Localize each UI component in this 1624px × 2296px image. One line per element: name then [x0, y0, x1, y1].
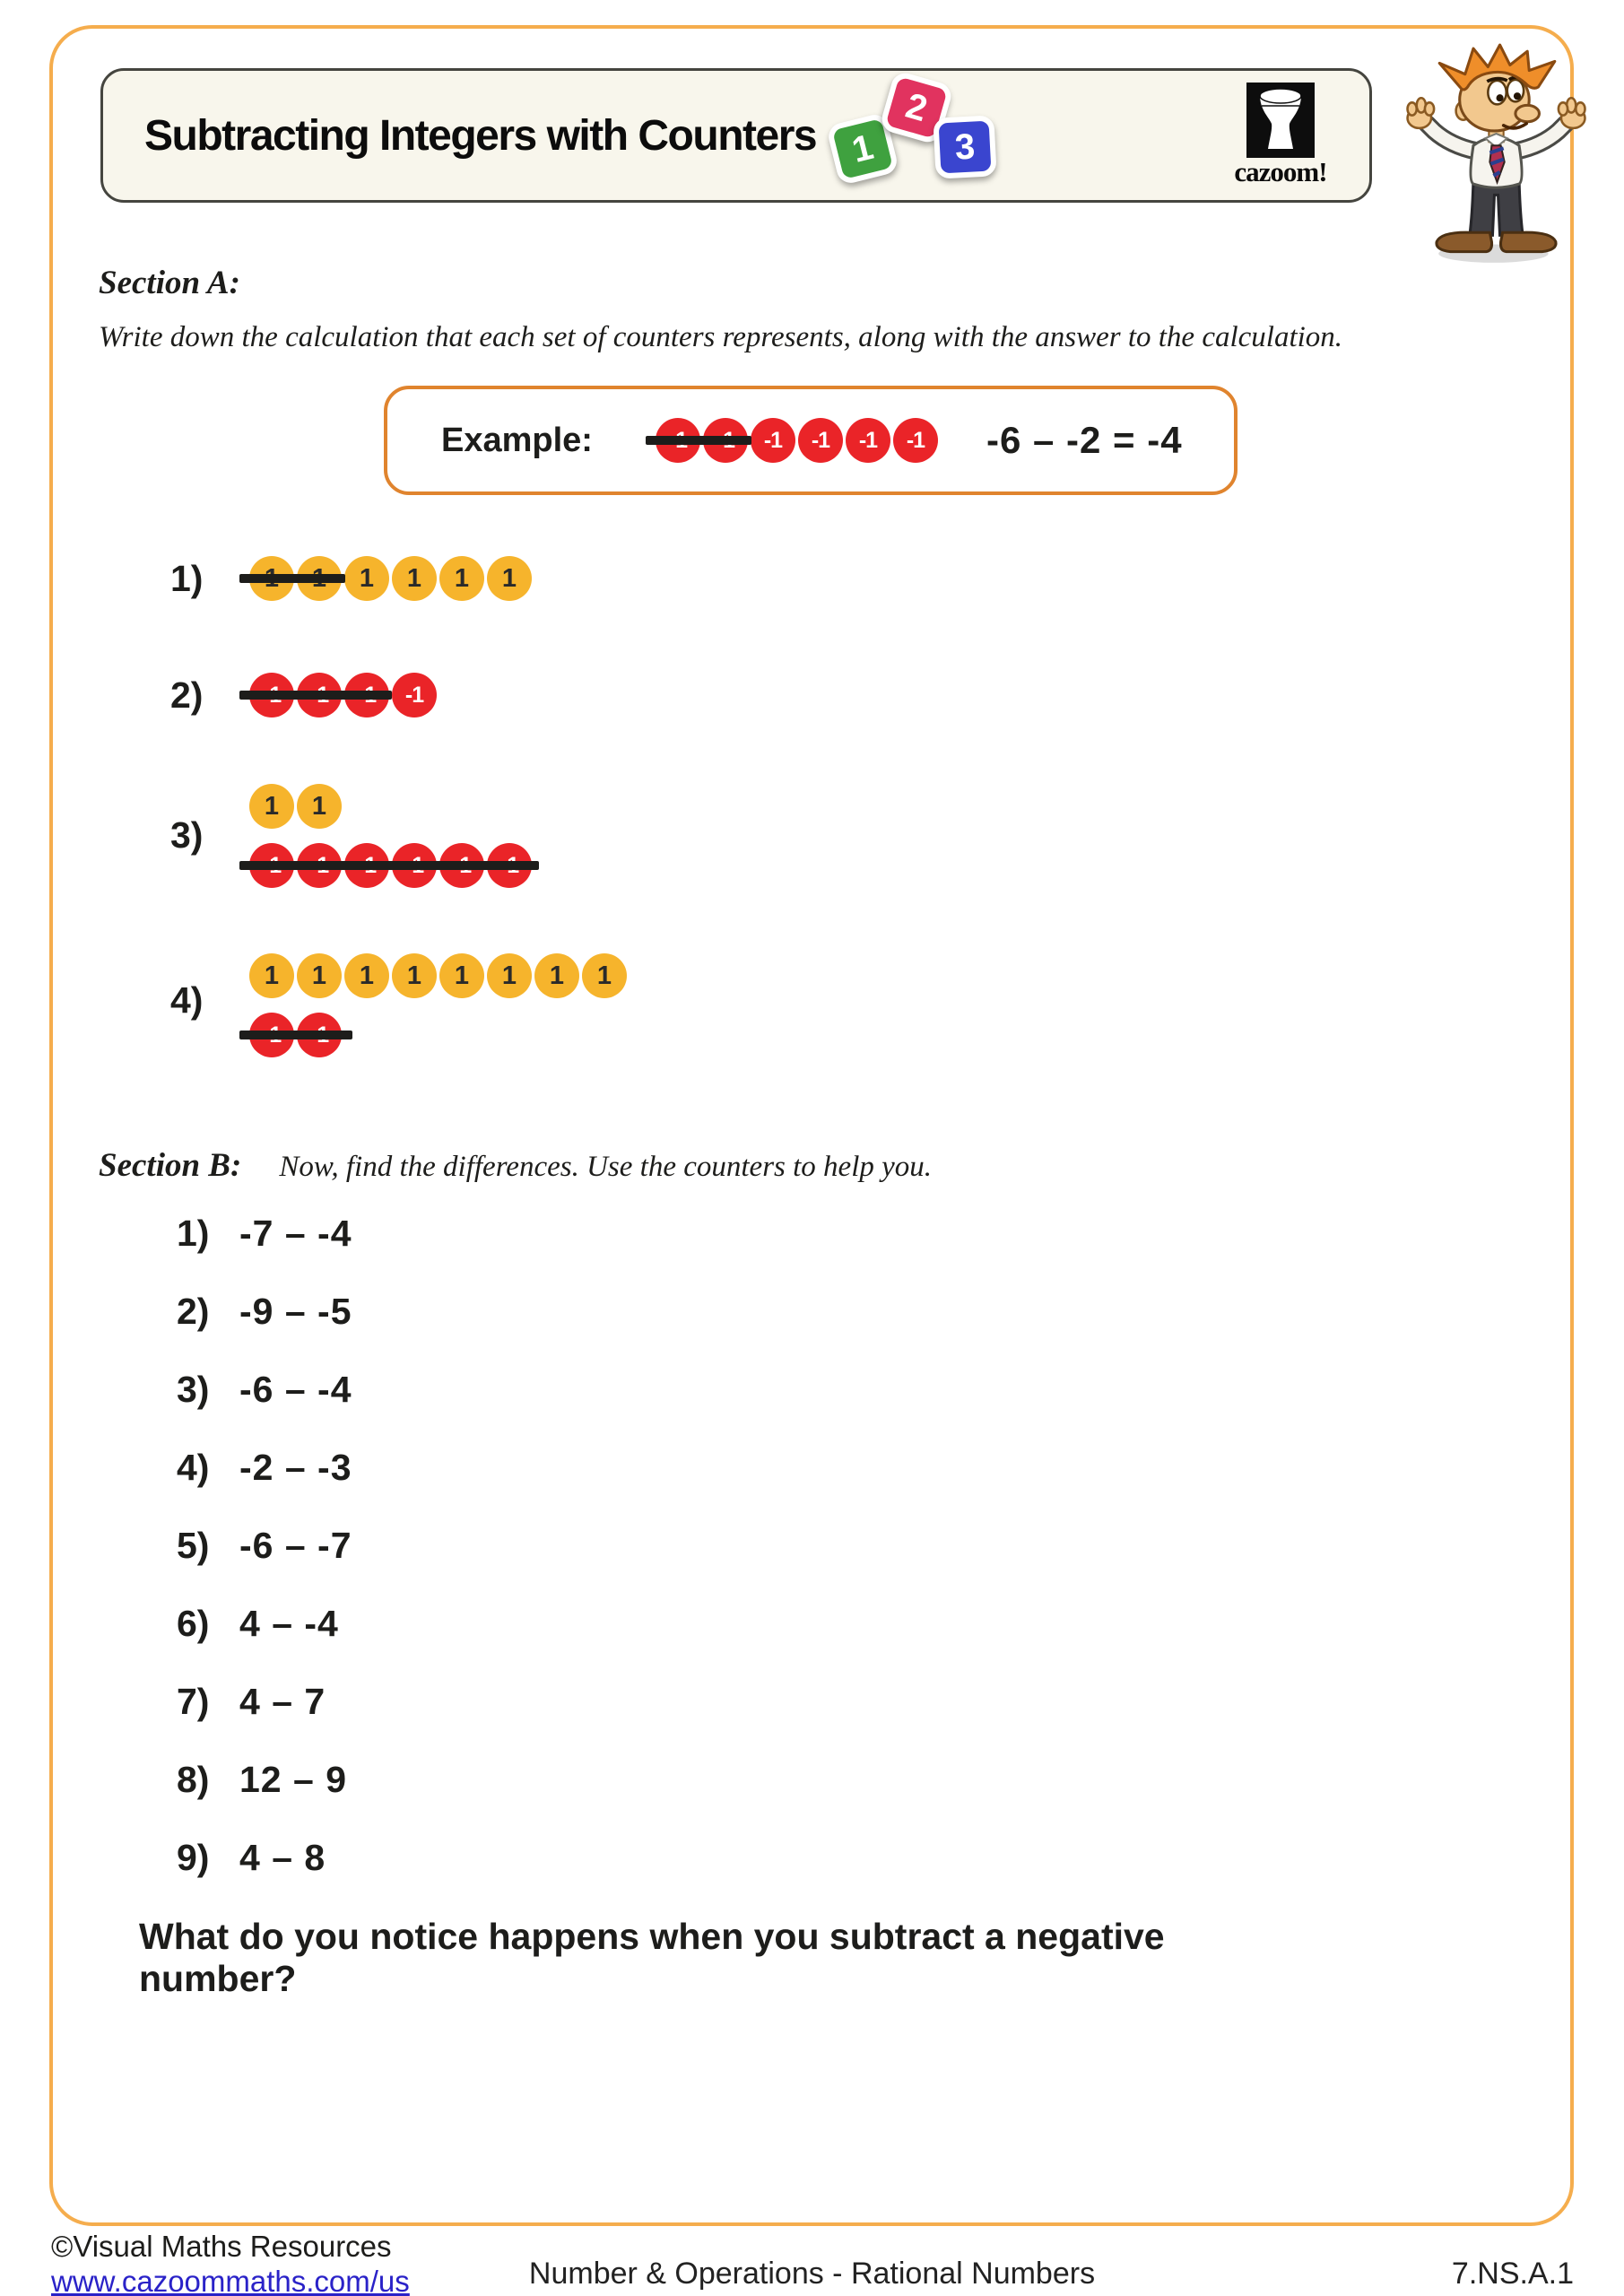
- problem-a3-counters: [249, 784, 532, 888]
- negative-counter: -1: [893, 418, 938, 463]
- problem-expression: 4 – 8: [239, 1837, 326, 1878]
- problem-a4-number: 4): [170, 979, 204, 1021]
- negative-counter: -1: [392, 673, 437, 718]
- example-label: Example:: [441, 421, 593, 459]
- negative-counter: -1: [798, 418, 843, 463]
- problem-a2-counters: [249, 673, 437, 718]
- positive-counter: 1: [534, 953, 579, 998]
- page-title: Subtracting Integers with Counters: [144, 111, 817, 160]
- problem-number: 6): [177, 1603, 210, 1644]
- positive-counter: 1: [439, 953, 484, 998]
- section-a-instruction: Write down the calculation that each set of counters represents, along with the answer to the calculation.: [99, 321, 1343, 353]
- problem-expression: 12 – 9: [239, 1759, 347, 1800]
- section-b-problem-list: [177, 1213, 352, 1915]
- negative-counter-row: [249, 673, 437, 718]
- section-b-instruction: Now, find the differences. Use the counters to help you.: [279, 1151, 933, 1183]
- problem-a2-number: 2): [170, 674, 204, 716]
- positive-counter: 1: [392, 953, 437, 998]
- number-1-tile-icon: 1: [826, 112, 899, 186]
- cross-out-line: [646, 436, 751, 445]
- copyright-text: ©Visual Maths Resources: [51, 2230, 392, 2263]
- negative-counter-row: [249, 1013, 342, 1057]
- section-b-problem: [177, 1525, 352, 1603]
- footer-topic: Number & Operations - Rational Numbers: [528, 2257, 1096, 2291]
- section-b-problem: [177, 1759, 352, 1837]
- section-b-problem: [177, 1447, 352, 1525]
- positive-counter: 1: [439, 556, 484, 601]
- section-b-problem: [177, 1291, 352, 1369]
- section-b-problem: [177, 1603, 352, 1681]
- positive-counter: 1: [582, 953, 627, 998]
- section-b-problem: [177, 1837, 352, 1915]
- problem-expression: -6 – -4: [239, 1369, 352, 1410]
- section-b-problem: [177, 1369, 352, 1447]
- problem-number: 8): [177, 1759, 210, 1800]
- positive-counter: 1: [392, 556, 437, 601]
- number-2-tile-icon: 2: [879, 70, 954, 145]
- standard-code: 7.NS.A.1: [1451, 2257, 1574, 2291]
- positive-counter-row: [249, 556, 532, 601]
- positive-counter-row: [249, 784, 342, 829]
- section-b-heading: Section B:: [99, 1147, 242, 1184]
- problem-number: 2): [177, 1291, 210, 1332]
- problem-expression: -2 – -3: [239, 1447, 352, 1488]
- problem-number: 5): [177, 1525, 210, 1566]
- cross-out-line: [239, 574, 345, 583]
- section-b-problem: [177, 1213, 352, 1291]
- website-link[interactable]: www.cazoommaths.com/us: [51, 2264, 410, 2296]
- negative-counter: -1: [846, 418, 890, 463]
- positive-counter: 1: [249, 784, 294, 829]
- positive-counter-row: [249, 953, 627, 998]
- cross-out-line: [239, 1031, 352, 1039]
- cazoom-brand-logo: [1222, 83, 1339, 188]
- problem-a3-number: 3): [170, 814, 204, 856]
- problem-a1-counters: [249, 556, 532, 601]
- positive-counter: 1: [487, 953, 532, 998]
- positive-counter: 1: [487, 556, 532, 601]
- brand-text: cazoom!: [1234, 156, 1327, 187]
- problem-expression: -6 – -7: [239, 1525, 352, 1566]
- positive-counter: 1: [249, 953, 294, 998]
- positive-counter: 1: [297, 953, 342, 998]
- example-box: [384, 386, 1238, 495]
- problem-number: 7): [177, 1681, 210, 1722]
- problem-number: 1): [177, 1213, 210, 1254]
- problem-a4-counters: [249, 953, 627, 1057]
- section-a-heading: Section A:: [99, 265, 240, 301]
- positive-counter: 1: [297, 784, 342, 829]
- problem-expression: -7 – -4: [239, 1213, 352, 1254]
- negative-counter: -1: [751, 418, 795, 463]
- number-3-tile-icon: 3: [933, 115, 996, 178]
- example-counters: [656, 418, 938, 463]
- cross-out-line: [239, 691, 392, 700]
- problem-a1-number: 1): [170, 558, 204, 599]
- numbers-123-logo: [829, 72, 999, 199]
- positive-counter: 1: [344, 953, 389, 998]
- section-b-header: [99, 1146, 932, 1185]
- cross-out-line: [239, 861, 539, 870]
- closing-question: What do you notice happens when you subtract a negative number?: [139, 1916, 1165, 1999]
- section-b-problem: [177, 1681, 352, 1759]
- positive-counter: 1: [344, 556, 389, 601]
- problem-number: 3): [177, 1369, 210, 1410]
- problem-expression: -9 – -5: [239, 1291, 352, 1332]
- drum-icon: [1246, 83, 1315, 158]
- mascot-character: [1388, 43, 1603, 267]
- problem-expression: 4 – 7: [239, 1681, 326, 1722]
- negative-counter-row: [656, 418, 938, 463]
- title-box: [100, 68, 1372, 203]
- example-equation: -6 – -2 = -4: [986, 419, 1183, 461]
- problem-number: 4): [177, 1447, 210, 1488]
- problem-expression: 4 – -4: [239, 1603, 339, 1644]
- negative-counter-row: [249, 843, 532, 888]
- problem-number: 9): [177, 1837, 210, 1878]
